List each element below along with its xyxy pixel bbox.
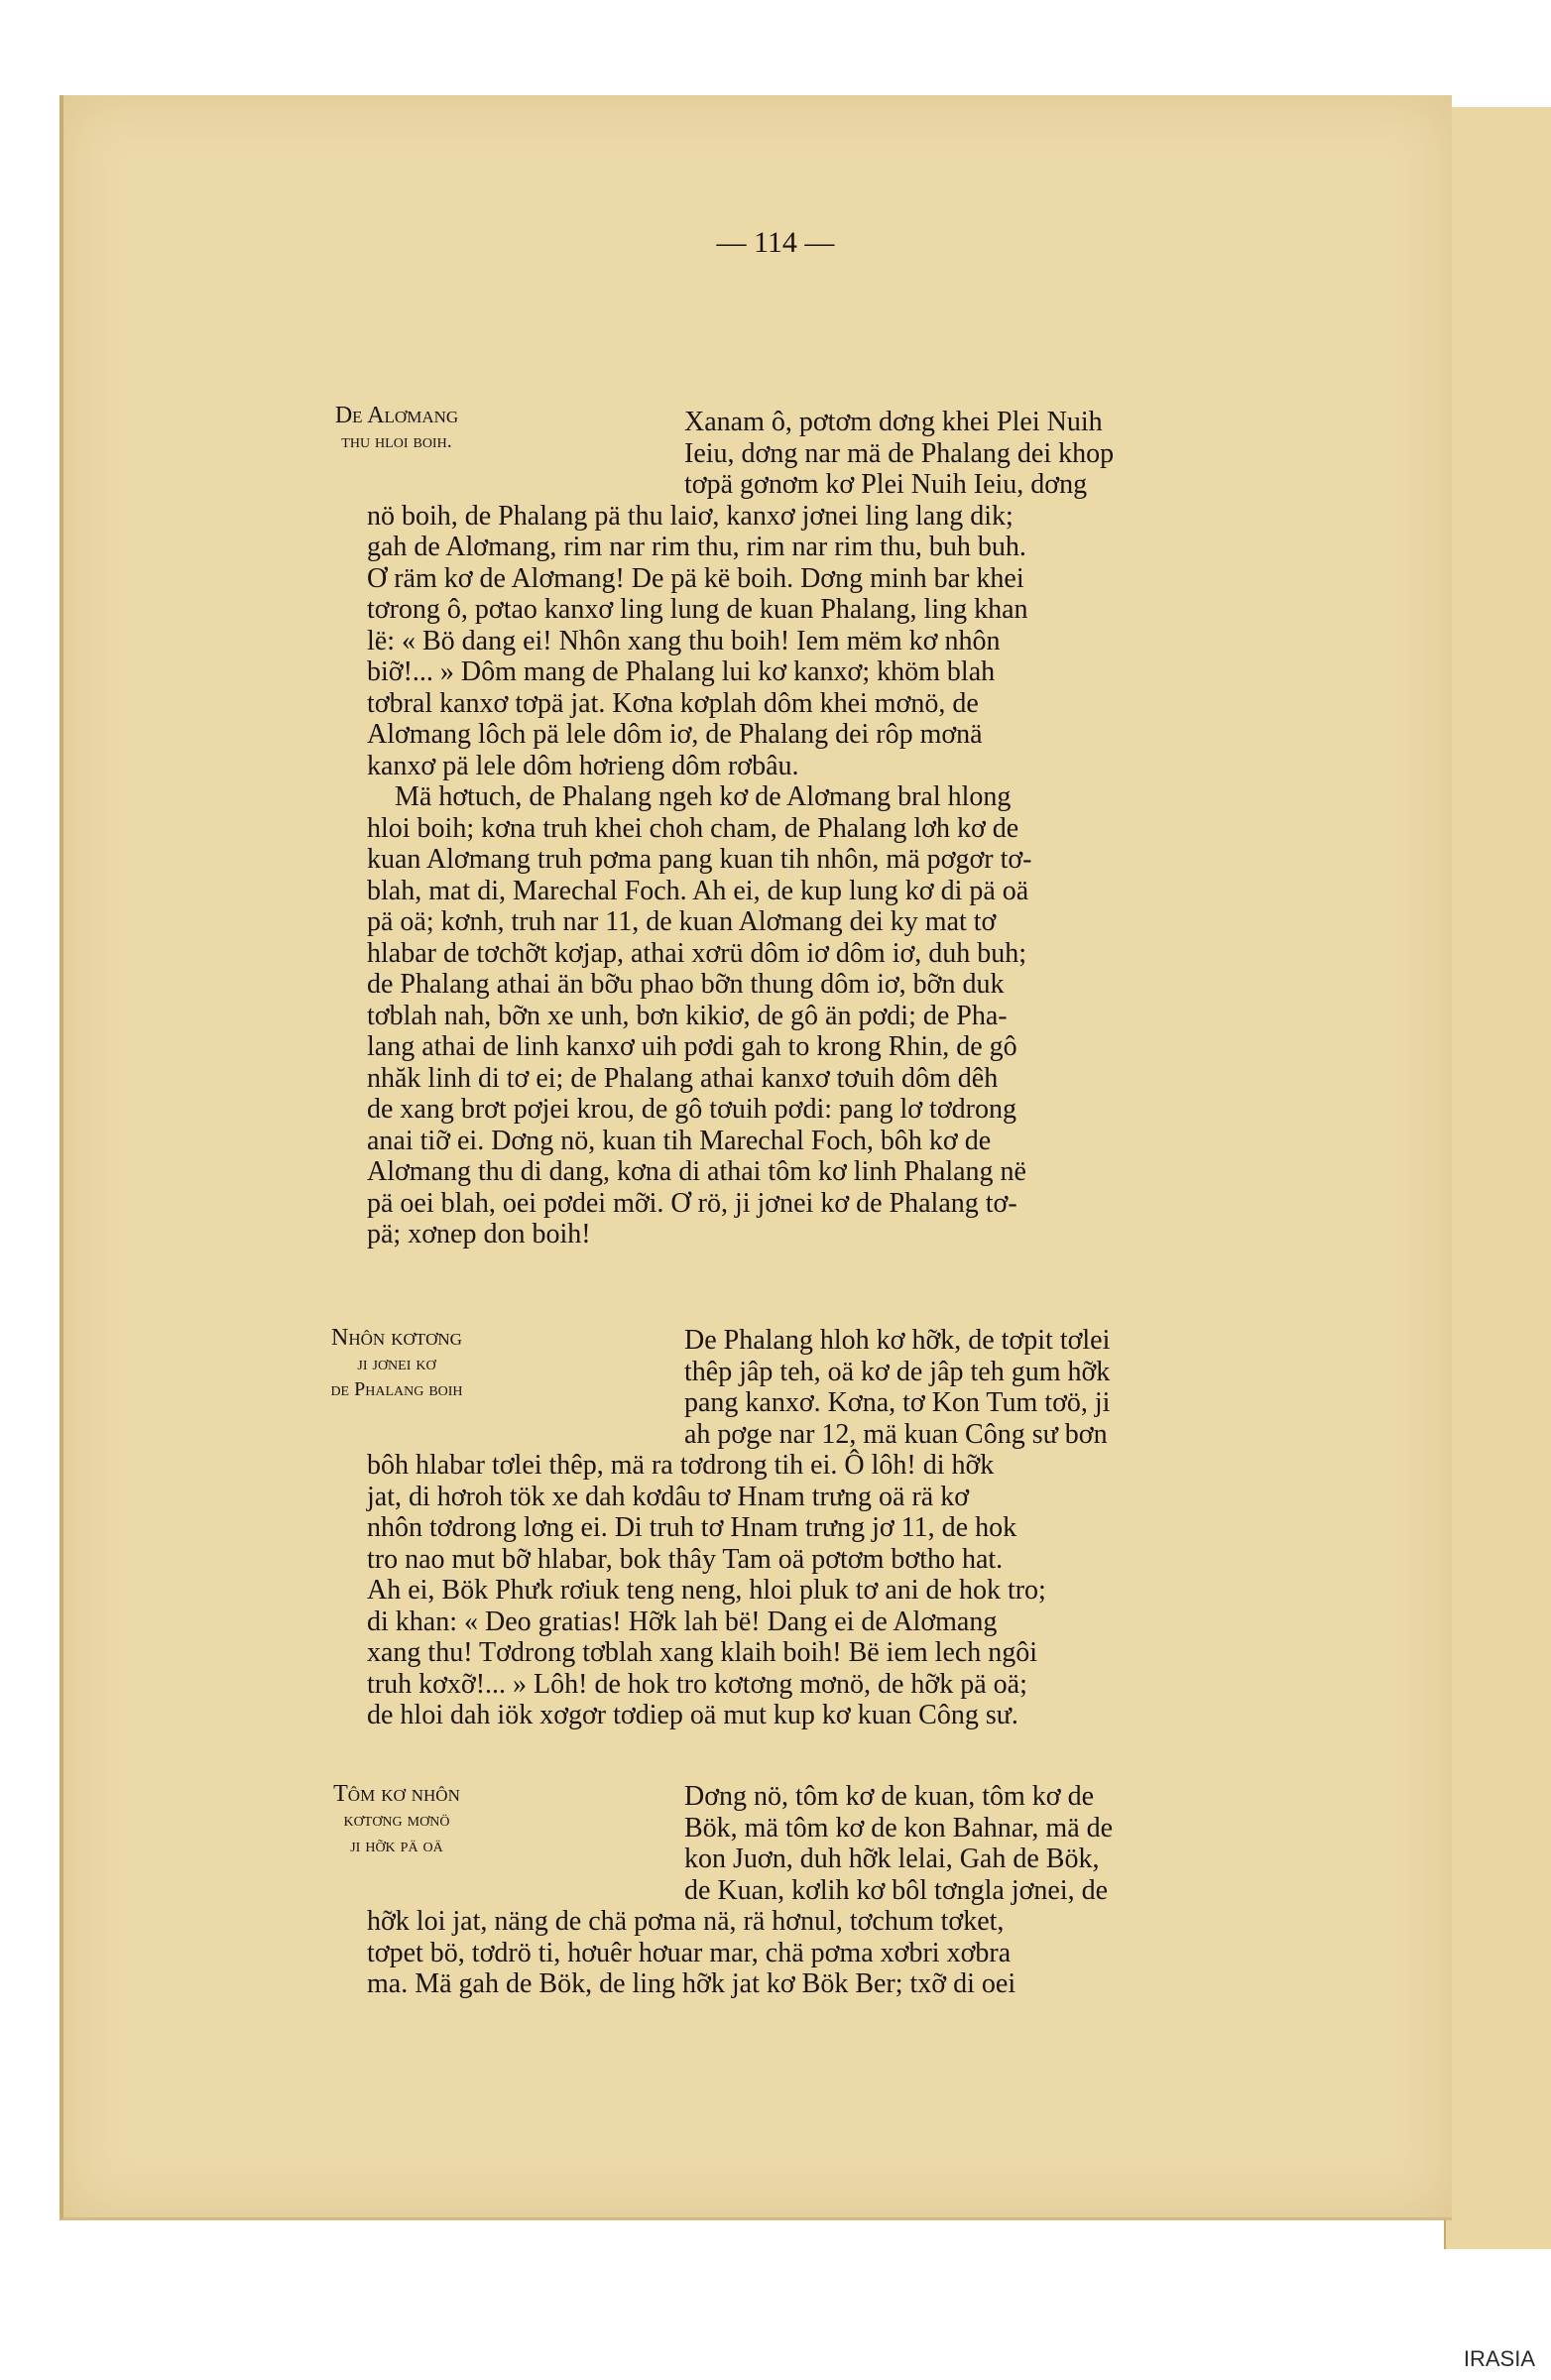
heading-line: ji hỡk pä oä [350, 1835, 443, 1856]
text-line: pä; xơnep don boih! [367, 1219, 591, 1250]
text-line: xang thu! Tơdrong tơblah xang klaih boih! Bë iem lech ngôi [367, 1637, 1038, 1668]
text-line: nö boih, de Phalang pä thu laiơ, kanxơ jơnei ling lang dik; [367, 500, 1014, 532]
heading-line: Nhôn kơtơng [331, 1325, 462, 1351]
text-line: ma. Mä gah de Bök, de ling hỡk jat kơ Bök Ber; txỡ di oei [367, 1968, 1016, 1999]
heading-line: Tôm kơ nhôn [333, 1781, 460, 1807]
text-line: di khan: « Deo gratias! Hỡk lah bë! Dang ei de Alơmang [367, 1606, 998, 1637]
text-line: de hloi dah iök xơgơr tơdiep oä mut kup kơ kuan Công sư. [367, 1700, 1018, 1730]
adjacent-page-edge [1444, 107, 1551, 2249]
text-line: jat, di hơroh tök xe dah kơdâu tơ Hnam trưng oä rä kơ [367, 1481, 970, 1512]
text-line: de xang brơt pơjei krou, de gô tơuih pơdi: pang lơ tơdrong [367, 1094, 1016, 1125]
text-line: nhôn tơdrong lơng ei. Di truh tơ Hnam trưng jơ 11, de hok [367, 1512, 1017, 1543]
text-line: Alơmang thu di dang, kơna di athai tôm kơ linh Phalang në [367, 1156, 1026, 1187]
text-line: biỡ!... » Dôm mang de Phalang lui kơ kanxơ; khöm blah [367, 656, 996, 687]
heading-line: de Phalang boih [330, 1378, 463, 1400]
text-line: Ieiu, dơng nar mä de Phalang dei khop [684, 437, 1115, 469]
text-line: De Phalang hloh kơ hỡk, de tơpit tơlei [684, 1325, 1111, 1356]
text-line: lë: « Bö dang ei! Nhôn xang thu boih! Iem mëm kơ nhôn [367, 625, 1001, 656]
text-line: gah de Alơmang, rim nar rim thu, rim nar rim thu, buh buh. [367, 532, 1026, 562]
text-line: lang athai de linh kanxơ uih pơdi gah to krong Rhin, de gô [367, 1031, 1017, 1062]
text-line: hỡk loi jat, näng de chä pơma nä, rä hơnul, tơchum tơket, [367, 1906, 1005, 1937]
text-line: truh kơxỡ!... » Lôh! de hok tro kơtơng mơnö, de hỡk pä oä; [367, 1668, 1027, 1700]
text-line: tro nao mut bỡ hlabar, bok thây Tam oä pơtơm bơtho hat. [367, 1543, 1004, 1575]
text-line: tơblah nah, bỡn xe unh, bơn kikiơ, de gô än pơdi; de Pha- [367, 1000, 1008, 1031]
text-line: hlabar de tơchỡt kơjap, athai xơrü dôm iơ dôm iơ, duh buh; [367, 937, 1027, 969]
text-line: Ơ räm kơ de Alơmang! De pä kë boih. Dơng minh bar khei [367, 562, 1024, 594]
heading-line: ji jơnei kơ [357, 1353, 436, 1374]
text-line: ah pơge nar 12, mä kuan Công sư bơn [684, 1418, 1108, 1450]
text-line: blah, mat di, Marechal Foch. Ah ei, de kup lung kơ di pä oä [367, 875, 1029, 906]
heading-line: De Alơmang [334, 403, 459, 428]
page-number: — 114 — [716, 226, 835, 259]
text-line: hloi boih; kơna truh khei choh cham, de Phalang lơh kơ de [367, 812, 1019, 844]
heading-line: thu hloi boih. [341, 430, 452, 452]
text-line: pä oei blah, oei pơdei mỡi. Ơ rö, ji jơnei kơ de Phalang tơ- [367, 1187, 1017, 1219]
text-line: kuan Alơmang truh pơma pang kuan tih nhôn, mä pơgơr tơ- [367, 844, 1032, 875]
text-line: Xanam ô, pơtơm dơng khei Plei Nuih [684, 407, 1103, 437]
heading-line: kơtơng mơnö [343, 1809, 450, 1831]
text-line: pä oä; kơnh, truh nar 11, de kuan Alơmang dei ky mat tơ [367, 906, 997, 937]
section-body [367, 1781, 1299, 2000]
text-line: Alơmang lôch pä lele dôm iơ, de Phalang dei rôp mơnä [367, 719, 983, 750]
section-body [367, 1325, 1299, 1731]
text-line: thêp jâp teh, oä kơ de jâp teh gum hỡk [684, 1356, 1111, 1387]
text-line: de Phalang athai än bỡu phao bỡn thung dôm iơ, bỡn duk [367, 969, 1005, 1000]
text-line: tơrong ô, pơtao kanxơ ling lung de kuan Phalang, ling khan [367, 594, 1028, 625]
text-line: anai tiỡ ei. Dơng nö, kuan tih Marechal Foch, bôh kơ de [367, 1125, 992, 1156]
text-line: bôh hlabar tơlei thêp, mä ra tơdrong tih ei. Ô lôh! di hỡk [367, 1450, 995, 1481]
text-line: kanxơ pä lele dôm hơrieng dôm rơbâu. [367, 750, 799, 781]
text-line: Dơng nö, tôm kơ de kuan, tôm kơ de [684, 1781, 1095, 1812]
text-line: pang kanxơ. Kơna, tơ Kon Tum tơö, ji [684, 1387, 1111, 1418]
text-line: tơpet bö, tơdrö ti, hơuêr hơuar mar, chä pơma xơbri xơbra [367, 1937, 1012, 1968]
watermark: IRASIA [1463, 2346, 1535, 2371]
text-line: Ah ei, Bök Phưk rơiuk teng neng, hloi pluk tơ ani de hok tro; [367, 1575, 1046, 1606]
text-line: tơbral kanxơ tơpä jat. Kơna kơplah dôm khei mơnö, de [367, 687, 979, 719]
section-body [367, 407, 1299, 1250]
text-line: Bök, mä tôm kơ de kon Bahnar, mä de [684, 1812, 1114, 1844]
text-line: nhăk linh di tơ ei; de Phalang athai kanxơ tơuih dôm dêh [367, 1062, 999, 1094]
text-line: de Kuan, kơlih kơ bôl tơngla jơnei, de [684, 1874, 1109, 1906]
text-line: Mä hơtuch, de Phalang ngeh kơ de Alơmang bral hlong [395, 781, 1012, 812]
text-line: tơpä gơnơm kơ Plei Nuih Ieiu, dơng [684, 469, 1088, 500]
text-line: kon Juơn, duh hỡk lelai, Gah de Bök, [684, 1844, 1100, 1874]
